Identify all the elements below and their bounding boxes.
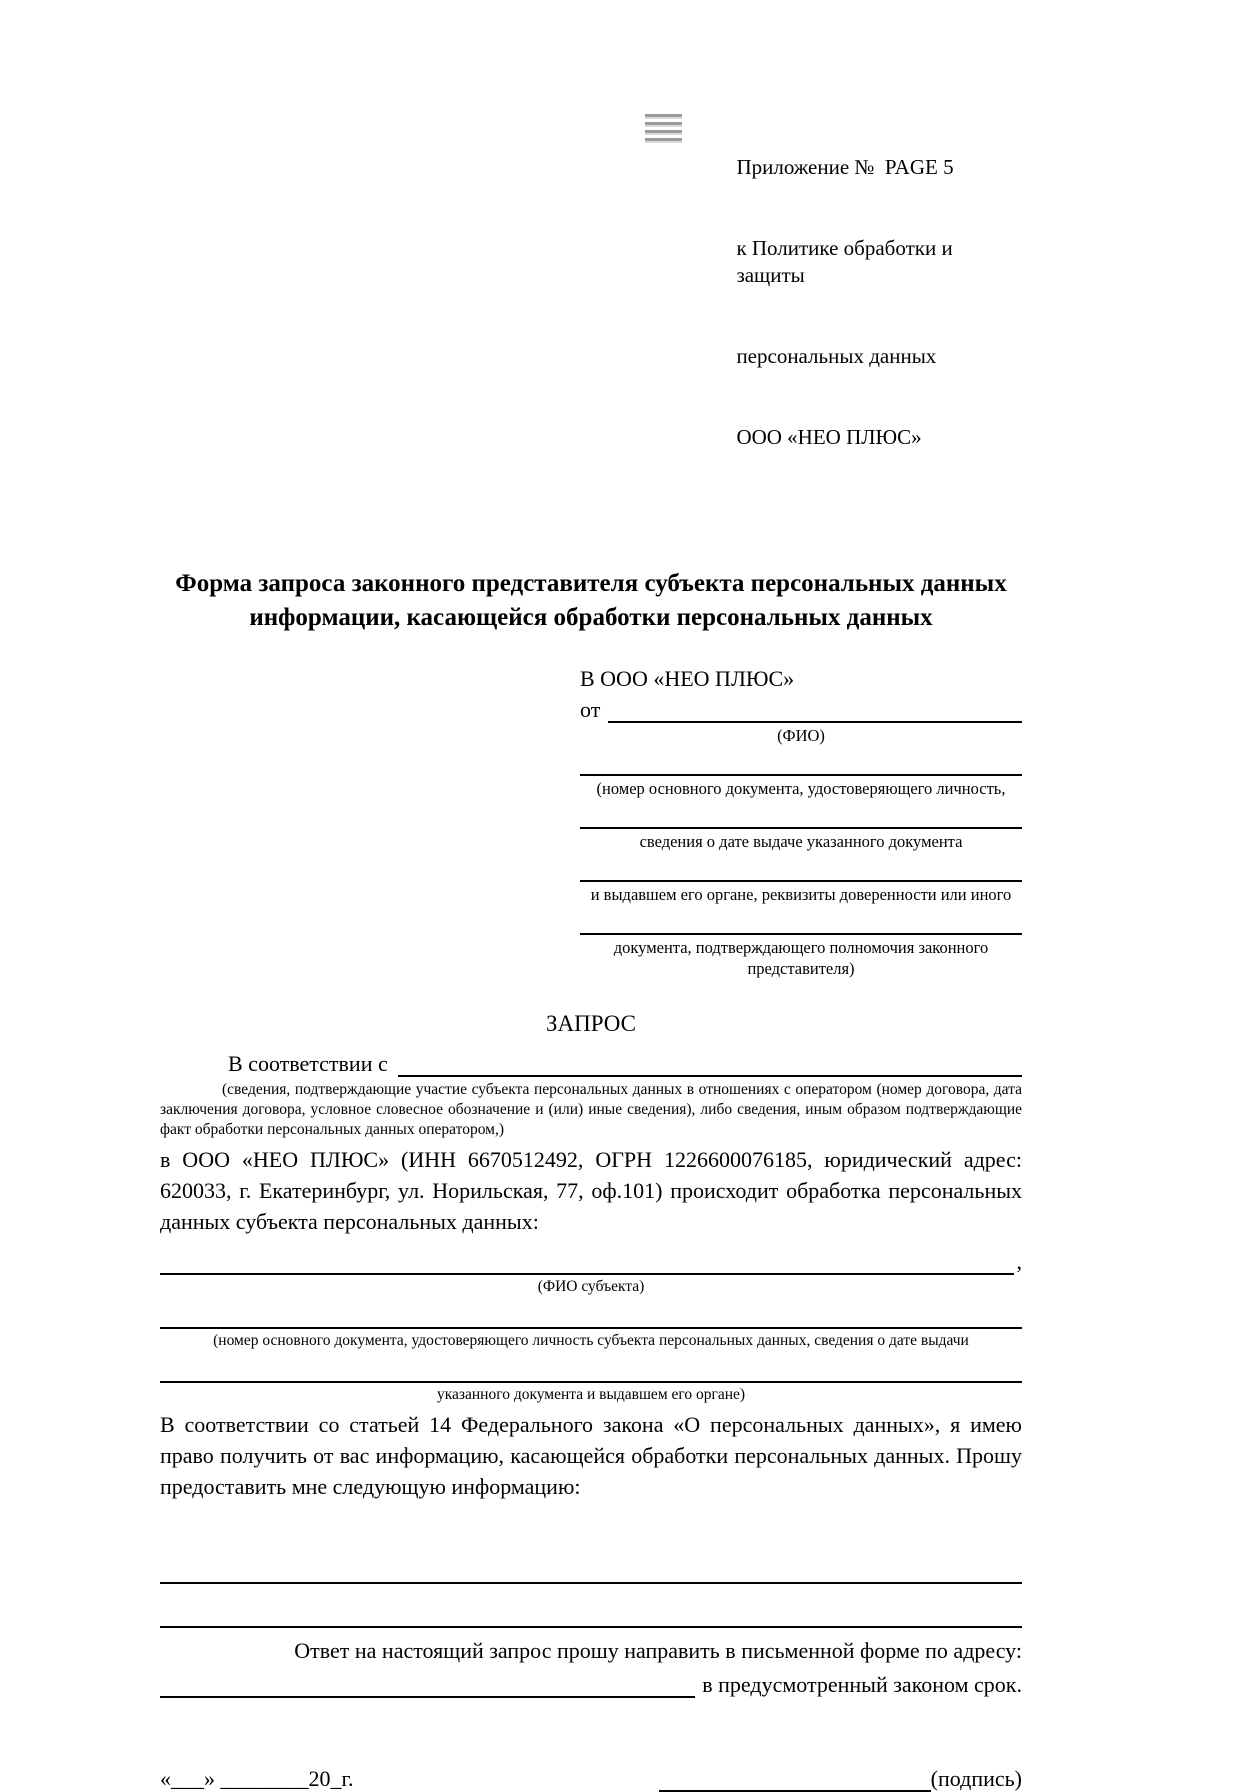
document-header <box>645 100 1022 505</box>
document-number-caption: (номер основного документа, удостоверяющего личность, <box>596 779 1006 798</box>
form-title-line-1: Форма запроса законного представителя субъекта персональных данных <box>175 570 1007 597</box>
embedded-object-icon <box>645 114 682 144</box>
subject-document-caption: (номер основного документа, удостоверяющего личность субъекта персональных данных, сведения о дате выдачи <box>213 1332 969 1349</box>
reply-suffix: в предусмотренный законом срок. <box>702 1672 1022 1697</box>
reply-address-row <box>160 1666 1022 1698</box>
basis-fine-print: (сведения, подтверждающие участие субъекта персональных данных в отношениях с оператором (номер договора, дата заключения договора, условное словесное обозначение и (или) иные сведения), либо сведения, иным образом подтверждающие факт обработки персональных данных оператором,) <box>160 1081 1022 1138</box>
fio-caption: (ФИО) <box>777 726 825 745</box>
issuing-authority-field-line[interactable] <box>580 857 1022 882</box>
subject-authority-caption: указанного документа и выдавшем его органе) <box>436 1386 746 1403</box>
subject-fio-field-line[interactable] <box>160 1273 1014 1275</box>
reply-address-field-line[interactable] <box>160 1696 695 1698</box>
issue-date-group <box>580 804 1022 852</box>
subject-fio-caption: (ФИО субъекта) <box>537 1278 645 1295</box>
authority-document-group <box>580 910 1022 979</box>
basis-field-line[interactable] <box>398 1075 1022 1077</box>
date-line: «___» ________20_г. <box>160 1766 354 1791</box>
from-row <box>580 693 1022 723</box>
subject-authority-field-line[interactable] <box>160 1356 1022 1383</box>
appendix-block <box>736 100 1022 505</box>
subject-document-group <box>160 1302 1022 1351</box>
authority-document-caption: документа, подтверждающего полномочия законного представителя) <box>613 938 989 978</box>
signature-caption: (подпись) <box>930 1766 1022 1791</box>
document-number-group <box>580 751 1022 799</box>
operator-paragraph: в ООО «НЕО ПЛЮС» (ИНН 6670512492, ОГРН 1226600076185, юридический адрес: 620033, г. Екатеринбург, ул. Норильская, 77, оф.101) происходит обработка персональных данных субъекта персональных данных: <box>160 1147 1022 1234</box>
company-name: ООО «НЕО ПЛЮС» <box>736 425 922 449</box>
issue-date-caption: сведения о дате выдаче указанного документа <box>639 832 963 851</box>
intro-row <box>160 1045 1022 1077</box>
appendix-policy-line-2: персональных данных <box>736 344 937 368</box>
addressee-to: В ООО «НЕО ПЛЮС» <box>580 666 795 691</box>
subject-fio-suffix: , <box>1016 1249 1022 1274</box>
information-field-line-1[interactable] <box>160 1582 1022 1584</box>
form-title <box>160 567 1022 635</box>
authority-document-field-line[interactable] <box>580 910 1022 935</box>
fio-field-line[interactable] <box>608 721 1022 723</box>
issuing-authority-group <box>580 857 1022 905</box>
appendix-policy-line-1: к Политике обработки и защиты <box>736 236 958 287</box>
document-footer <box>160 1766 1022 1792</box>
rights-paragraph: В соответствии со статьей 14 Федерального закона «О персональных данных», я имею право получить от вас информацию, касающейся обработки персональных данных. Прошу предоставить мне следующую информацию: <box>160 1412 1022 1499</box>
intro-label: В соответствии с <box>228 1051 388 1076</box>
document-number-field-line[interactable] <box>580 751 1022 776</box>
subject-fio-row <box>160 1247 1022 1275</box>
information-field-line-2[interactable] <box>160 1626 1022 1628</box>
issuing-authority-caption: и выдавшем его органе, реквизиты доверенности или иного <box>590 885 1012 904</box>
issue-date-field-line[interactable] <box>580 804 1022 829</box>
subject-document-field-line[interactable] <box>160 1302 1022 1329</box>
signature-field-line[interactable] <box>659 1766 931 1792</box>
subject-authority-group <box>160 1356 1022 1405</box>
appendix-number-line: Приложение № PAGE 5 <box>736 155 954 179</box>
signature-group <box>659 1766 1022 1792</box>
addressee-block <box>580 665 1022 979</box>
request-heading: ЗАПРОС <box>545 1011 637 1036</box>
reply-request-text: Ответ на настоящий запрос прошу направить в письменной форме по адресу: <box>294 1638 1022 1663</box>
form-title-line-2: информации, касающейся обработки персональных данных <box>249 604 933 631</box>
from-label: от <box>580 697 601 722</box>
